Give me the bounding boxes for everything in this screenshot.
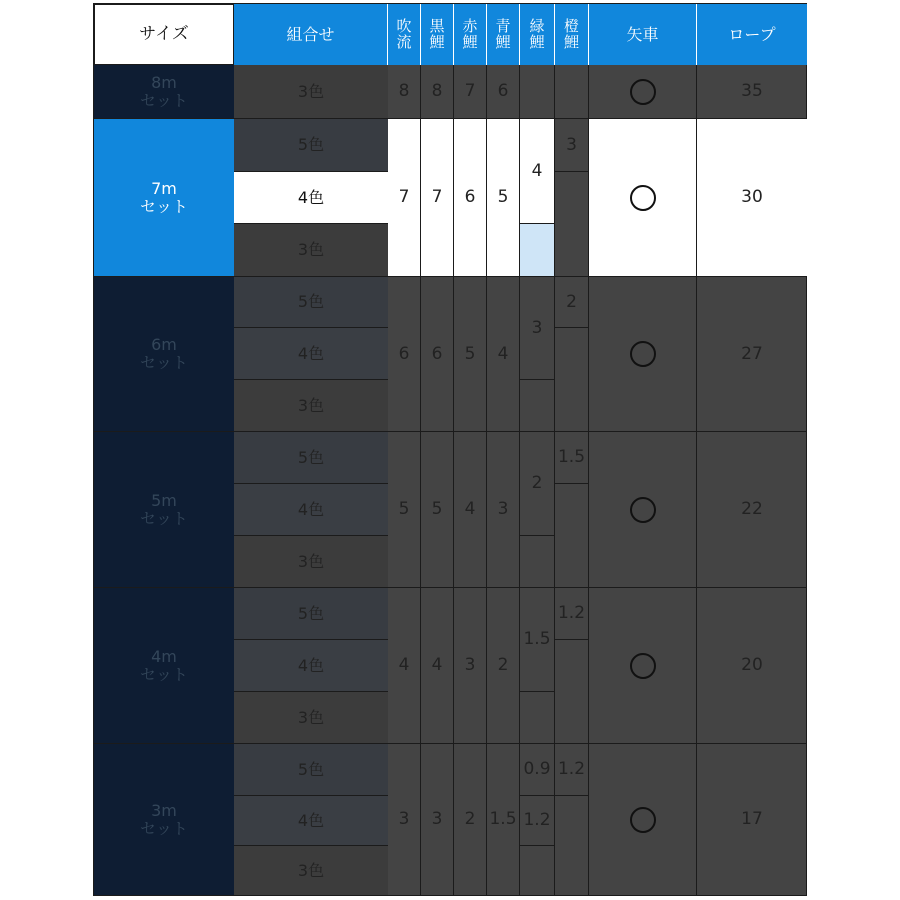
size-cell xyxy=(94,277,234,432)
combo-cell: 4色 xyxy=(234,640,388,692)
combo-cell: 3色 xyxy=(234,536,388,588)
header-midorigoi-1: 緑 xyxy=(529,16,545,35)
header-rope: ロープ xyxy=(697,4,807,65)
rope-value: 22 xyxy=(697,432,807,588)
header-size: サイズ xyxy=(94,4,234,65)
daidaigoi-value: 1.2 xyxy=(555,588,589,640)
midorigoi-value: 4 xyxy=(520,119,555,224)
header-higoi xyxy=(454,4,487,65)
header-aogoi xyxy=(487,4,520,65)
header-aogoi-1: 青 xyxy=(495,16,511,35)
daidaigoi-value: 1.5 xyxy=(555,432,589,484)
aogoi-value: 5 xyxy=(487,119,520,277)
daidaigoi-empty xyxy=(555,328,589,432)
aogoi-value: 4 xyxy=(487,277,520,432)
combo-cell: 3色 xyxy=(234,692,388,744)
aogoi-value: 1.5 xyxy=(487,744,520,896)
size-label-line: セット xyxy=(139,353,188,372)
circle-mark-icon xyxy=(630,807,656,833)
rope-value: 30 xyxy=(697,119,807,277)
rope-value: 27 xyxy=(697,277,807,432)
header-combo: 組合せ xyxy=(234,4,388,65)
midorigoi-empty xyxy=(520,692,555,744)
header-magoi-1: 黒 xyxy=(429,16,445,35)
size-label-line: セット xyxy=(139,508,188,528)
circle-mark-icon xyxy=(630,185,656,211)
size-cell xyxy=(94,65,234,119)
aogoi-value: 6 xyxy=(487,65,520,119)
header-daidaigoi-1: 橙 xyxy=(563,16,579,35)
size-cell xyxy=(94,432,234,588)
aogoi-value: 3 xyxy=(487,432,520,588)
header-fukinagashi xyxy=(388,4,421,65)
midorigoi-value: 3 xyxy=(520,277,555,380)
size-cell xyxy=(94,588,234,744)
fukinagashi-value: 8 xyxy=(388,65,421,119)
fukinagashi-value: 3 xyxy=(388,744,421,896)
midorigoi-value: 1.5 xyxy=(520,588,555,692)
header-higoi-2: 鯉 xyxy=(462,32,478,51)
higoi-value: 2 xyxy=(454,744,487,896)
midorigoi-value: 2 xyxy=(520,432,555,536)
size-label-line: 8m xyxy=(151,72,177,92)
header-midorigoi-2: 鯉 xyxy=(529,32,545,51)
combo-cell: 5色 xyxy=(234,277,388,328)
size-label-line: 4m xyxy=(151,646,177,666)
higoi-value: 6 xyxy=(454,119,487,277)
header-yaguruma: 矢車 xyxy=(589,4,697,65)
size-label-line: 5m xyxy=(151,490,177,510)
daidaigoi-value: 1.2 xyxy=(555,744,589,796)
size-label-line: セット xyxy=(139,196,188,216)
higoi-value: 5 xyxy=(454,277,487,432)
size-cell xyxy=(94,119,234,277)
daidaigoi-empty xyxy=(555,796,589,896)
yaguruma-cell xyxy=(589,432,697,588)
size-label-line: セット xyxy=(139,818,188,838)
circle-mark-icon xyxy=(630,79,656,105)
combo-cell: 4色 xyxy=(234,172,388,224)
header-daidaigoi-2: 鯉 xyxy=(563,32,579,51)
magoi-value: 7 xyxy=(421,119,454,277)
header-aogoi-2: 鯉 xyxy=(495,32,511,51)
higoi-value: 7 xyxy=(454,65,487,119)
rope-value: 20 xyxy=(697,588,807,744)
yaguruma-cell xyxy=(589,119,697,277)
size-label-line: セット xyxy=(139,90,188,110)
header-fukinagashi-1: 吹 xyxy=(396,16,412,35)
yaguruma-cell xyxy=(589,744,697,896)
midorigoi-empty xyxy=(520,536,555,588)
midorigoi-value-5color: 0.9 xyxy=(520,744,555,796)
combo-cell: 5色 xyxy=(234,432,388,484)
combo-cell: 4色 xyxy=(234,484,388,536)
rope-value: 17 xyxy=(697,744,807,896)
circle-mark-icon xyxy=(630,653,656,679)
combo-cell: 5色 xyxy=(234,588,388,640)
magoi-value: 5 xyxy=(421,432,454,588)
combo-cell: 4色 xyxy=(234,328,388,380)
midorigoi-empty xyxy=(520,846,555,896)
combo-cell: 5色 xyxy=(234,744,388,796)
header-magoi-2: 鯉 xyxy=(429,32,445,51)
header-magoi xyxy=(421,4,454,65)
midorigoi-empty xyxy=(520,380,555,432)
size-label-line: セット xyxy=(139,664,188,684)
daidaigoi-value xyxy=(555,65,589,119)
fukinagashi-value: 4 xyxy=(388,588,421,744)
yaguruma-cell xyxy=(589,588,697,744)
yaguruma-cell xyxy=(589,65,697,119)
higoi-value: 3 xyxy=(454,588,487,744)
circle-mark-icon xyxy=(630,497,656,523)
fukinagashi-value: 6 xyxy=(388,277,421,432)
combo-cell: 3色 xyxy=(234,224,388,277)
header-higoi-1: 赤 xyxy=(462,16,478,35)
daidaigoi-empty xyxy=(555,484,589,588)
aogoi-value: 2 xyxy=(487,588,520,744)
header-fukinagashi-2: 流 xyxy=(396,32,412,51)
higoi-value: 4 xyxy=(454,432,487,588)
rope-value: 35 xyxy=(697,65,807,119)
magoi-value: 6 xyxy=(421,277,454,432)
fukinagashi-value: 5 xyxy=(388,432,421,588)
daidaigoi-empty xyxy=(555,640,589,744)
midorigoi-empty xyxy=(520,224,555,277)
midorigoi-value xyxy=(520,65,555,119)
size-label-line: 3m xyxy=(151,800,177,820)
circle-mark-icon xyxy=(630,341,656,367)
daidaigoi-value: 2 xyxy=(555,277,589,328)
yaguruma-cell xyxy=(589,277,697,432)
magoi-value: 3 xyxy=(421,744,454,896)
combo-cell: 3色 xyxy=(234,846,388,896)
size-label-line: 6m xyxy=(151,335,177,355)
fukinagashi-value: 7 xyxy=(388,119,421,277)
combo-cell: 3色 xyxy=(234,380,388,432)
magoi-value: 8 xyxy=(421,65,454,119)
daidaigoi-empty xyxy=(555,172,589,277)
magoi-value: 4 xyxy=(421,588,454,744)
combo-cell: 3色 xyxy=(234,65,388,119)
header-daidaigoi xyxy=(555,4,589,65)
size-spec-table xyxy=(93,3,807,896)
header-midorigoi xyxy=(520,4,555,65)
daidaigoi-value: 3 xyxy=(555,119,589,172)
combo-cell: 5色 xyxy=(234,119,388,172)
size-cell xyxy=(94,744,234,896)
midorigoi-value: 1.2 xyxy=(520,796,555,846)
size-label-line: 7m xyxy=(151,178,177,198)
combo-cell: 4色 xyxy=(234,796,388,846)
